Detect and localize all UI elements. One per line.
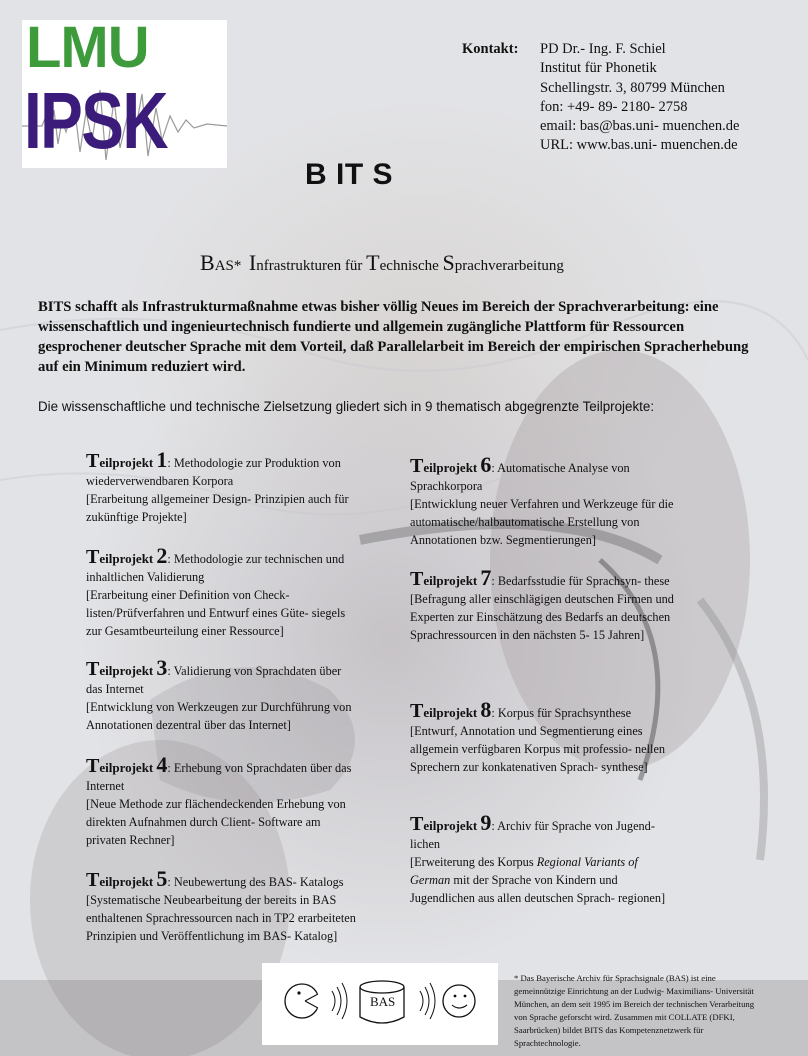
teilprojekt-description: [Systematische Neubearbeitung der bereits in BAS enthaltenen Sprachressourcen nach in TP2 erarbeiteten Prinzipien und Veröffentlichung im BAS- Katalog]: [86, 893, 356, 943]
teilprojekt-word: Teilprojekt: [86, 658, 154, 680]
contact-name: PD Dr.- Ing. F. Schiel: [540, 41, 666, 57]
logo-ipsk-text: IPSK: [24, 76, 167, 165]
teilprojekt-title: : Bedarfsstudie für Sprachsyn- these: [491, 574, 670, 588]
teilprojekt-title: : Methodologie zur Produktion von wiederverwendbaren Korpora: [86, 456, 341, 488]
teilprojekt-description: [Entwicklung neuer Verfahren und Werkzeuge für die automatische/halbautomatische Erstellung von Annotationen bzw. Segmentierungen]: [410, 497, 674, 547]
speaker-bas-listener-diagram: [262, 963, 498, 1045]
sound-waves-out-icon: [332, 983, 347, 1019]
teilprojekt-title: : Neubewertung des BAS- Katalogs: [167, 875, 344, 889]
page-title: B IT S: [305, 158, 394, 191]
subtitle-i-rest: nfrastrukturen für: [256, 258, 367, 274]
teilprojekt-title: : Methodologie zur technischen und inhaltlichen Validierung: [86, 552, 345, 584]
subtitle-t-rest: echnische: [379, 258, 443, 274]
teilprojekt-title: : Erhebung von Sprachdaten über das Internet: [86, 761, 352, 793]
teilprojekt-description: [Erarbeitung allgemeiner Design- Prinzipien auch für zukünftige Projekte]: [86, 492, 349, 524]
contact-address: Schellingstr. 3, 80799 München: [540, 79, 725, 96]
contact-institute: Institut für Phonetik: [540, 60, 657, 77]
teilprojekt-5: [86, 866, 356, 945]
teilprojekt-word: Teilprojekt: [410, 813, 478, 835]
footnote: * Das Bayerische Archiv für Sprachsignale (BAS) ist eine gemeinnützige Einrichtung an der Ludwig- Maximilians- Universität München, an dem seit 1995 im Bereich der technischen Verarbeitung von Sprache geforscht wird. Zusammen mit COLLATE (DFKI, Saarbrücken) bildet BITS das Kompetenznetzwerk für Sprachtechnologie.: [514, 973, 755, 1049]
subtitle-b-cap: B: [200, 250, 215, 275]
teilprojekt-description: [Entwurf, Annotation und Segmentierung eines allgemein verfügbaren Korpus mit professio- nellen Sprechern zur konkatenativen Sprach- synthese]: [410, 724, 666, 774]
sound-waves-in-icon: [420, 983, 435, 1019]
teilprojekt-word: Teilprojekt: [86, 450, 154, 472]
teilprojekt-word: Teilprojekt: [86, 546, 154, 568]
teilprojekt-9: [410, 810, 680, 907]
contact-url[interactable]: URL: www.bas.uni- muenchen.de: [540, 137, 738, 154]
teilprojekt-number: 8: [480, 697, 492, 722]
teilprojekt-title: : Korpus für Sprachsynthese: [491, 706, 632, 720]
goal-sentence: Die wissenschaftliche und technische Zielsetzung gliedert sich in 9 thematisch abgegrenzte Teilprojekte:: [38, 399, 655, 414]
teilprojekt-title: : Validierung von Sprachdaten über das Internet: [86, 664, 342, 696]
teilprojekt-number: 5: [156, 866, 168, 891]
bas-label: BAS: [370, 994, 396, 1009]
teilprojekt-1: [86, 447, 356, 526]
subtitle-t-cap: T: [366, 250, 380, 275]
teilprojekt-title: : Archiv für Sprache von Jugend- lichen: [410, 819, 655, 851]
teilprojekt-4: [86, 752, 356, 849]
lmu-ipsk-logo: [22, 15, 227, 168]
teilprojekt-word: Teilprojekt: [410, 568, 478, 590]
teilprojekt-6: [410, 452, 680, 549]
contact-lines: [540, 40, 780, 156]
subtitle-b-rest: AS*: [214, 258, 242, 274]
teilprojekt-description: [Erarbeitung einer Definition von Check- listen/Prüfverfahren und Entwurf eines Güte- siegels zur Gesamtbeurteilung einer Ressource]: [86, 588, 346, 638]
listener-face-icon: [443, 985, 475, 1017]
teilprojekt-description: [Befragung aller einschlägigen deutschen Firmen und Experten zur Einschätzung des Bedarfs an deutschen Sprachressourcen in den nächsten 5- 15 Jahren]: [410, 592, 674, 642]
teilprojekt-8: [410, 697, 680, 776]
teilprojekt-description: [Neue Methode zur flächendeckenden Erhebung von direkten Aufnahmen durch Client- Software am privaten Rechner]: [86, 797, 346, 847]
subtitle: [200, 250, 564, 276]
teilprojekt-number: 7: [480, 565, 492, 590]
teilprojekt-description: [Entwicklung von Werkzeugen zur Durchführung von Annotationen dezentral über das Internet]: [86, 700, 352, 732]
teilprojekt-7: [410, 565, 680, 644]
teilprojekt-number: 3: [156, 655, 168, 680]
subtitle-s-cap: S: [442, 250, 455, 275]
logo-lmu-text: LMU: [26, 15, 149, 80]
speaker-face-icon: [285, 984, 320, 1018]
teilprojekt-word: Teilprojekt: [86, 755, 154, 777]
teilprojekt-2: [86, 543, 356, 640]
teilprojekt-number: 1: [156, 447, 168, 472]
teilprojekt-word: Teilprojekt: [410, 700, 478, 722]
teilprojekt-word: Teilprojekt: [410, 455, 478, 477]
contact-phone: fon: +49- 89- 2180- 2758: [540, 98, 688, 115]
teilprojekt-word: Teilprojekt: [86, 869, 154, 891]
teilprojekt-description: [Erweiterung des Korpus Regional Variants of German mit der Sprache von Kindern und Jugendlichen aus allen deutschen Sprach- regionen]: [410, 855, 666, 905]
contact-label: Kontakt:: [462, 41, 519, 57]
teilprojekt-title: : Automatische Analyse von Sprachkorpora: [410, 461, 630, 493]
subtitle-i-cap: I: [248, 250, 257, 275]
subtitle-s-rest: prachverarbeitung: [454, 258, 564, 274]
teilprojekt-number: 4: [156, 752, 168, 777]
teilprojekt-number: 6: [480, 452, 492, 477]
teilprojekt-number: 2: [156, 543, 168, 568]
corpus-name: Regional Variants of German: [410, 855, 638, 887]
contact-email[interactable]: email: bas@bas.uni- muenchen.de: [540, 118, 740, 135]
teilprojekt-number: 9: [480, 810, 492, 835]
intro-paragraph: BITS schafft als Infrastrukturmaßnahme etwas bisher völlig Neues im Bereich der Sprachverarbeitung: eine wissenschaftlich und ingenieurtechnisch fundierte und allgemein zugängliche Plattform für Ressourcen gesprochener deutscher Sprache mit dem Vorteil, daß Parallelarbeit im Bereich der empirischen Spracherhebung auf ein Minimum reduziert wird.: [38, 299, 749, 375]
teilprojekt-3: [86, 655, 356, 734]
